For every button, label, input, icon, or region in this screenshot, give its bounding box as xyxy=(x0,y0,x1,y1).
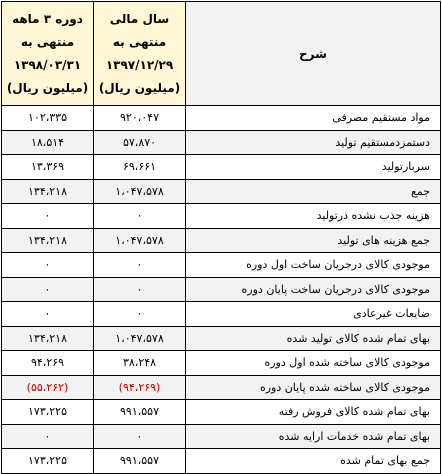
row-label: ضایعات غیرعادی xyxy=(186,302,441,327)
row-label: سربارتولید xyxy=(186,155,441,180)
fiscal-year-value: ۰ xyxy=(94,277,186,302)
fiscal-year-value: ۶۹،۶۶۱ xyxy=(94,155,186,180)
cost-of-goods-table xyxy=(1,1,441,474)
fiscal-year-value: (۹۴،۲۶۹) xyxy=(94,375,186,400)
fiscal-year-header-line: سال مالی xyxy=(109,11,170,26)
table-row xyxy=(2,277,441,302)
table-row xyxy=(2,204,441,229)
quarter-value: (۵۵،۲۶۲) xyxy=(2,375,94,400)
quarter-value: ۰ xyxy=(2,424,94,449)
row-label: دستمزدمستقیم تولید xyxy=(186,130,441,155)
row-label: جمع xyxy=(186,179,441,204)
fiscal-year-value: ۰ xyxy=(94,253,186,278)
table-row xyxy=(2,351,441,376)
quarter-header-line: دوره ۳ ماهه xyxy=(12,11,83,26)
fiscal-year-value: ۱،۰۴۷،۵۷۸ xyxy=(94,326,186,351)
quarter-header xyxy=(2,2,94,106)
quarter-value: ۱۳۴،۲۱۸ xyxy=(2,228,94,253)
fiscal-year-header-line: ۱۳۹۷/۱۲/۲۹ xyxy=(105,57,174,72)
quarter-value: ۰ xyxy=(2,302,94,327)
table-header-row xyxy=(2,2,441,106)
fiscal-year-header xyxy=(94,2,186,106)
fiscal-year-value: ۹۹۱،۵۵۷ xyxy=(94,449,186,474)
fiscal-year-value: ۱،۰۴۷،۵۷۸ xyxy=(94,228,186,253)
row-label: مواد مستقیم مصرفی xyxy=(186,106,441,131)
quarter-value: ۹۴،۲۶۹ xyxy=(2,351,94,376)
quarter-value: ۱۷۳،۲۲۵ xyxy=(2,400,94,425)
fiscal-year-value: ۰ xyxy=(94,424,186,449)
table-row xyxy=(2,179,441,204)
quarter-value: ۰ xyxy=(2,204,94,229)
table-row xyxy=(2,253,441,278)
row-label: موجودی کالای ساخته شده پایان دوره xyxy=(186,375,441,400)
fiscal-year-value: ۰ xyxy=(94,204,186,229)
table-row xyxy=(2,302,441,327)
fiscal-year-header-line: منتهی به xyxy=(112,34,167,49)
table-row xyxy=(2,155,441,180)
row-label: بهای تمام شده کالای تولید شده xyxy=(186,326,441,351)
quarter-header-line: منتهی به xyxy=(20,34,75,49)
table-row xyxy=(2,326,441,351)
table-row xyxy=(2,130,441,155)
table-row xyxy=(2,228,441,253)
quarter-value: ۰ xyxy=(2,277,94,302)
table-row xyxy=(2,449,441,474)
quarter-value: ۱۸،۵۱۴ xyxy=(2,130,94,155)
fiscal-year-value: ۰ xyxy=(94,302,186,327)
fiscal-year-header-line: (میلیون ریال) xyxy=(98,80,181,95)
quarter-header-line: ۱۳۹۸/۰۳/۳۱ xyxy=(13,57,82,72)
fiscal-year-value: ۱،۰۴۷،۵۷۸ xyxy=(94,179,186,204)
row-label: جمع بهای تمام شده xyxy=(186,449,441,474)
quarter-value: ۱۳،۳۶۹ xyxy=(2,155,94,180)
quarter-value: ۱۳۴،۲۱۸ xyxy=(2,326,94,351)
row-label: هزینه جذب نشده درتولید xyxy=(186,204,441,229)
fiscal-year-value: ۹۲۰،۰۴۷ xyxy=(94,106,186,131)
quarter-value: ۱۳۴،۲۱۸ xyxy=(2,179,94,204)
quarter-value: ۰ xyxy=(2,253,94,278)
description-header: شرح xyxy=(186,2,441,106)
quarter-value: ۱۷۳،۲۲۵ xyxy=(2,449,94,474)
quarter-value: ۱۰۲،۳۳۵ xyxy=(2,106,94,131)
fiscal-year-value: ۳۸،۲۴۸ xyxy=(94,351,186,376)
fiscal-year-value: ۹۹۱،۵۵۷ xyxy=(94,400,186,425)
row-label: موجودی کالای درجریان ساخت اول دوره xyxy=(186,253,441,278)
row-label: جمع هزینه های تولید xyxy=(186,228,441,253)
row-label: بهای تمام شده کالای فروش رفته xyxy=(186,400,441,425)
table-row xyxy=(2,400,441,425)
quarter-header-line: (میلیون ریال) xyxy=(6,80,89,95)
table-row xyxy=(2,424,441,449)
fiscal-year-value: ۵۷،۸۷۰ xyxy=(94,130,186,155)
row-label: موجودی کالای درجریان ساخت پایان دوره xyxy=(186,277,441,302)
row-label: موجودی کالای ساخته شده اول دوره xyxy=(186,351,441,376)
table-row xyxy=(2,375,441,400)
table-row xyxy=(2,106,441,131)
row-label: بهای تمام شده خدمات ارایه شده xyxy=(186,424,441,449)
